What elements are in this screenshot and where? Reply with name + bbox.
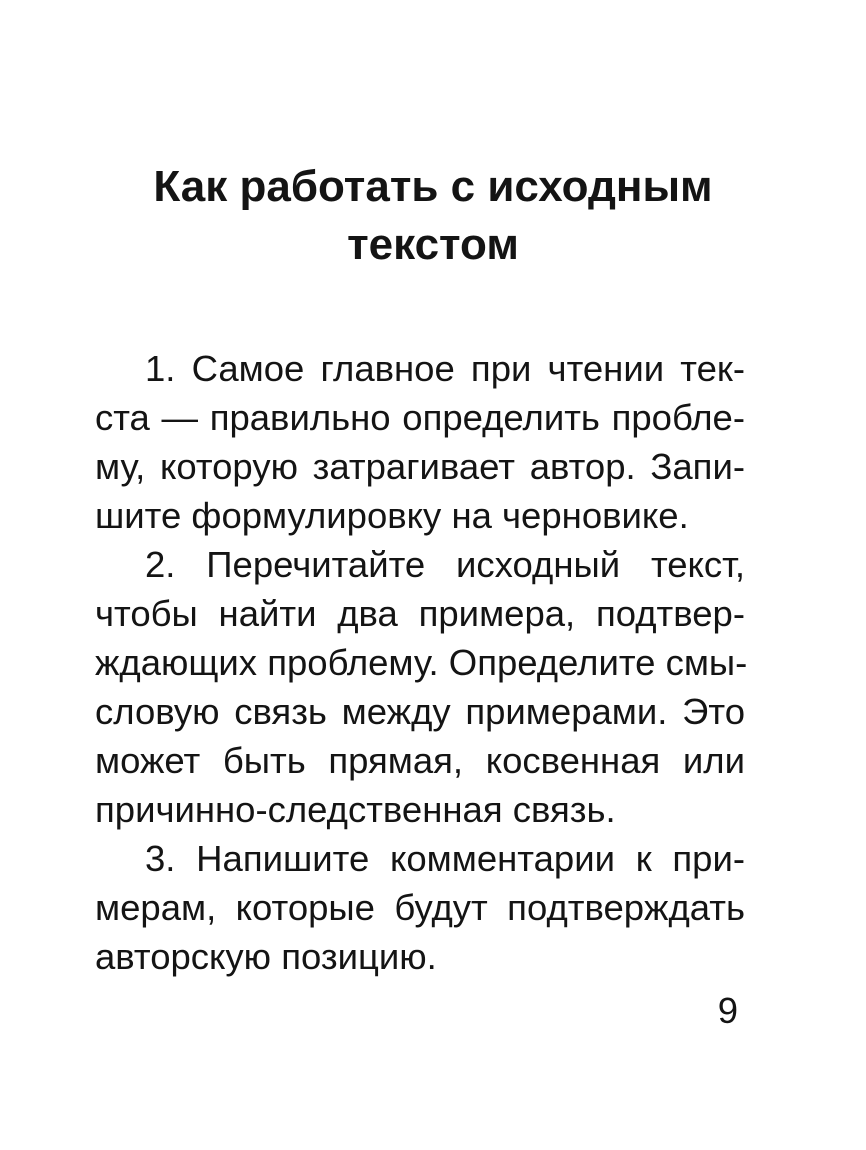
paragraph-1-line-3: му, которую затрагивает автор. Запи- [95,446,745,487]
paragraph-2-line-3: ждающих проблему. Определите смы- [95,642,748,683]
paragraph-2-line-4: словую связь между примерами. Это [95,691,745,732]
paragraph-2-line-6: причинно-следственная связь. [95,789,616,830]
paragraph-1-line-1: 1. Самое главное при чтении тек- [145,348,745,389]
paragraph-2-line-1: 2. Перечитайте исходный текст, [145,544,745,585]
paragraph-3-line-3: авторскую позицию. [95,936,437,977]
title-line-1: Как работать с исходным [153,162,713,211]
paragraph-2-line-5: может быть прямая, косвенная или [95,740,745,781]
paragraph-3-line-2: мерам, которые будут подтверждать [95,887,745,928]
page-number: 9 [717,990,738,1031]
paragraph-3-line-1: 3. Напишите комментарии к при- [145,838,745,879]
paragraph-2-line-2: чтобы найти два примера, подтвер- [95,593,745,634]
paragraph-1-line-2: ста — правильно определить пробле- [95,397,745,438]
page-title [0,158,866,274]
title-line-2: текстом [347,220,519,269]
paragraph-1-line-4: шите формулировку на черновике. [95,495,689,536]
